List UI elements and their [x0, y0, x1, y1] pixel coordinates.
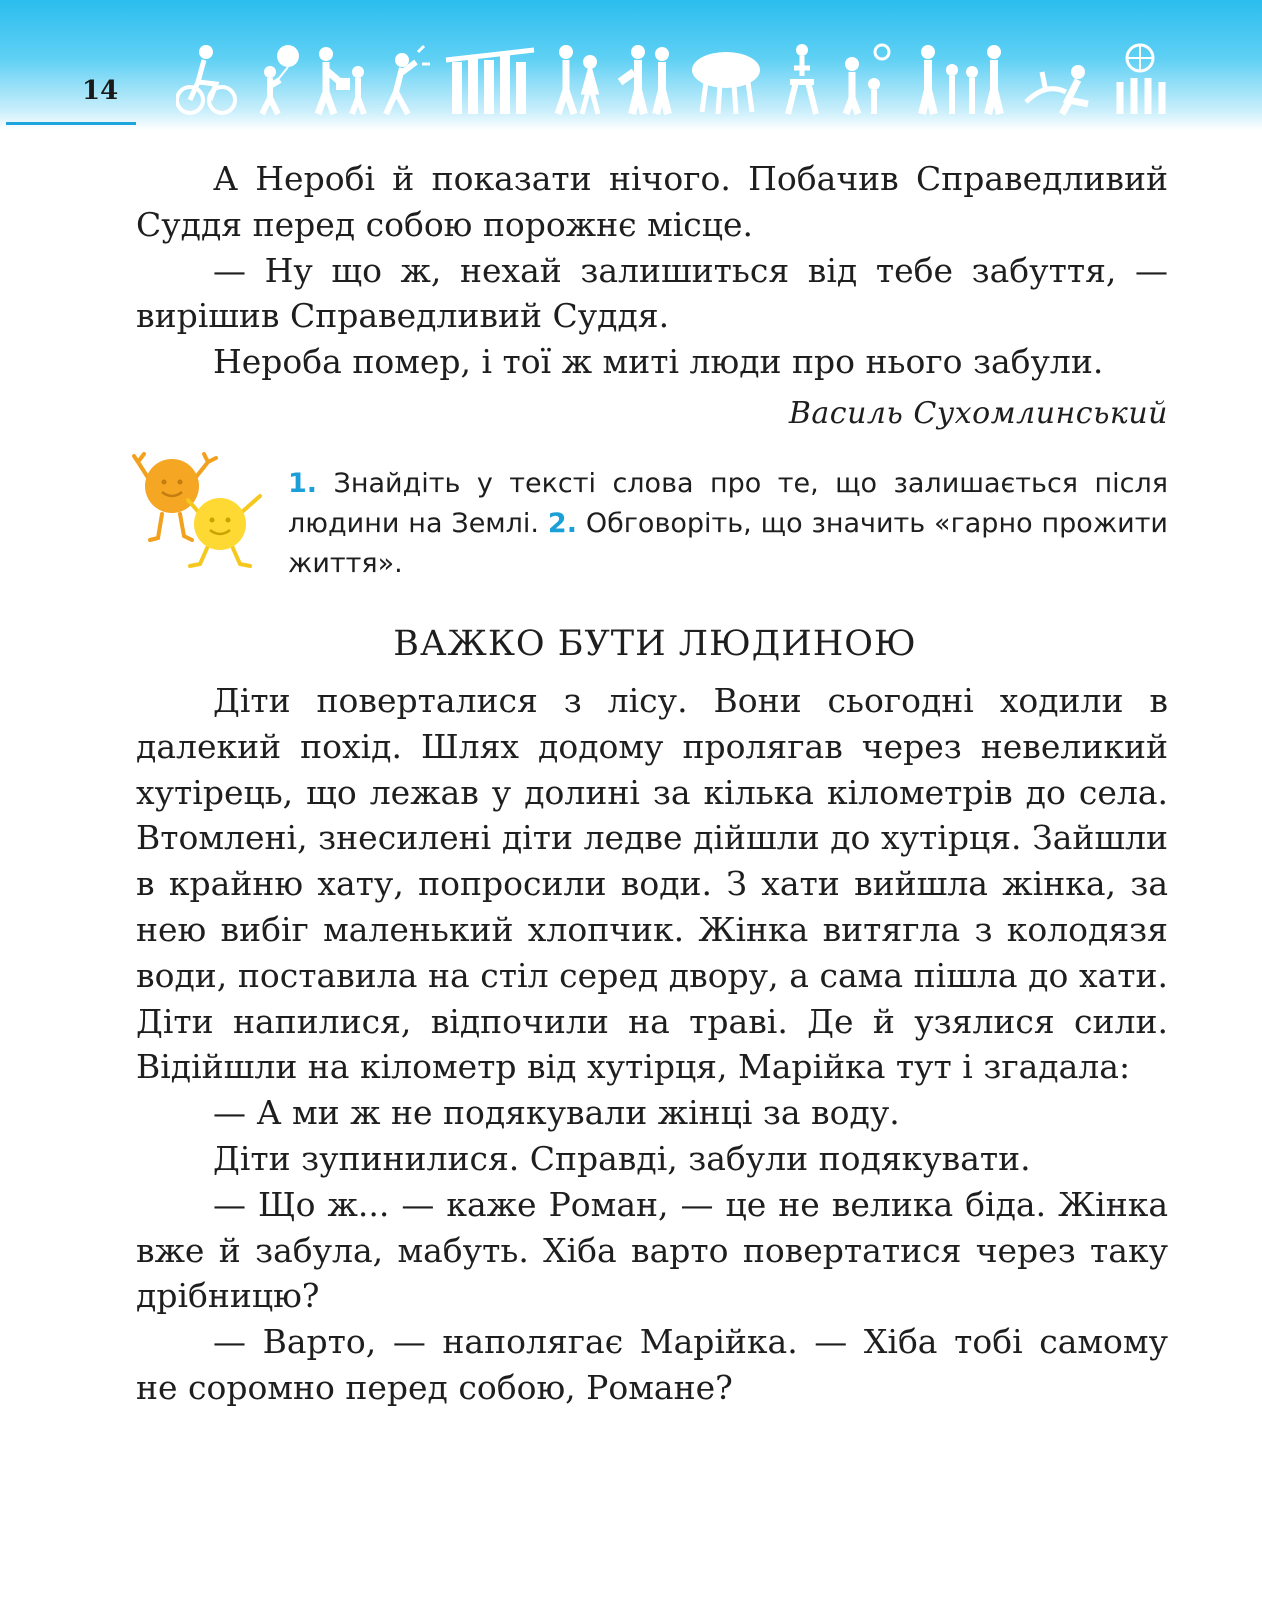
paragraph: А Неробі й показати нічого. Побачив Справедливий Суддя перед собою порожнє місце.: [136, 159, 1168, 244]
elder-help-icon: [620, 45, 669, 114]
paragraph: — А ми ж не подякували жінці за воду.: [213, 1093, 900, 1133]
paragraph: Нероба помер, і тої ж миті люди про нього забули.: [213, 342, 1104, 382]
task-number: 2.: [547, 508, 577, 539]
tree-group-icon: [692, 52, 760, 114]
story-title: ВАЖКО БУТИ ЛЮДИНОЮ: [393, 624, 917, 664]
task-text: Знайдіть у тексті слова про те, що залишається після людини на Землі.: [288, 468, 1168, 539]
tasks-block: [288, 464, 1168, 584]
family-sun-icon: [845, 45, 889, 114]
paragraph: — Варто, — наполягає Марійка. — Хіба тобі самому не соромно перед собою, Романе?: [136, 1322, 1168, 1407]
story-text: [136, 678, 1168, 1411]
paragraph: Діти зупинилися. Справді, забули подякувати.: [213, 1138, 1031, 1178]
cyclist-icon: [177, 45, 235, 113]
page-number-rule: [6, 122, 136, 125]
family-walk-icon: [921, 45, 1001, 114]
page-number: 14: [82, 76, 119, 106]
task-text: Обговоріть, що значить «гарно прожити життя».: [288, 508, 1168, 579]
family-icon: [318, 47, 364, 114]
header-figures: [176, 42, 1176, 118]
author-signature: Василь Сухомлинський: [788, 396, 1168, 431]
smiley-mascots-icon: [132, 452, 272, 572]
previous-story-text: [136, 156, 1168, 385]
child-balloon-icon: [262, 45, 299, 114]
tourists-icon: [558, 45, 598, 114]
gardener-icon: [386, 46, 430, 114]
paragraph: Діти поверталися з лісу. Вони сьогодні ходили в далекий похід. Шлях додому пролягав через невеликий хутірець, що лежав у долині за кілька кілометрів до села. Втомлені, знесилені діти ледве дійшли до хутірця. Зайшли в крайню хату, попросили води. З хати вийшла жінка, за нею вибіг маленький хлопчик. Жінка витягла з колодязя води, поставила на стіл серед двору, а сама пішла до хати. Діти напилися, відпочили на траві. Де й узялися сили. Відійшли на кілометр від хутірця, Марійка тут і згадала:: [136, 681, 1168, 1087]
task-number: 1.: [288, 468, 318, 499]
globe-people-icon: [1120, 45, 1162, 114]
planting-icon: [1026, 65, 1088, 114]
acrobats-icon: [788, 44, 816, 114]
crowd-icon: [446, 50, 534, 114]
paragraph: — Ну що ж, нехай залишиться від тебе забуття, — вирішив Справедливий Суддя.: [136, 250, 1168, 336]
paragraph: — Що ж... — каже Роман, — це не велика біда. Жінка вже й забула, мабуть. Хіба варто повертатися через таку дрібницю?: [136, 1184, 1168, 1316]
